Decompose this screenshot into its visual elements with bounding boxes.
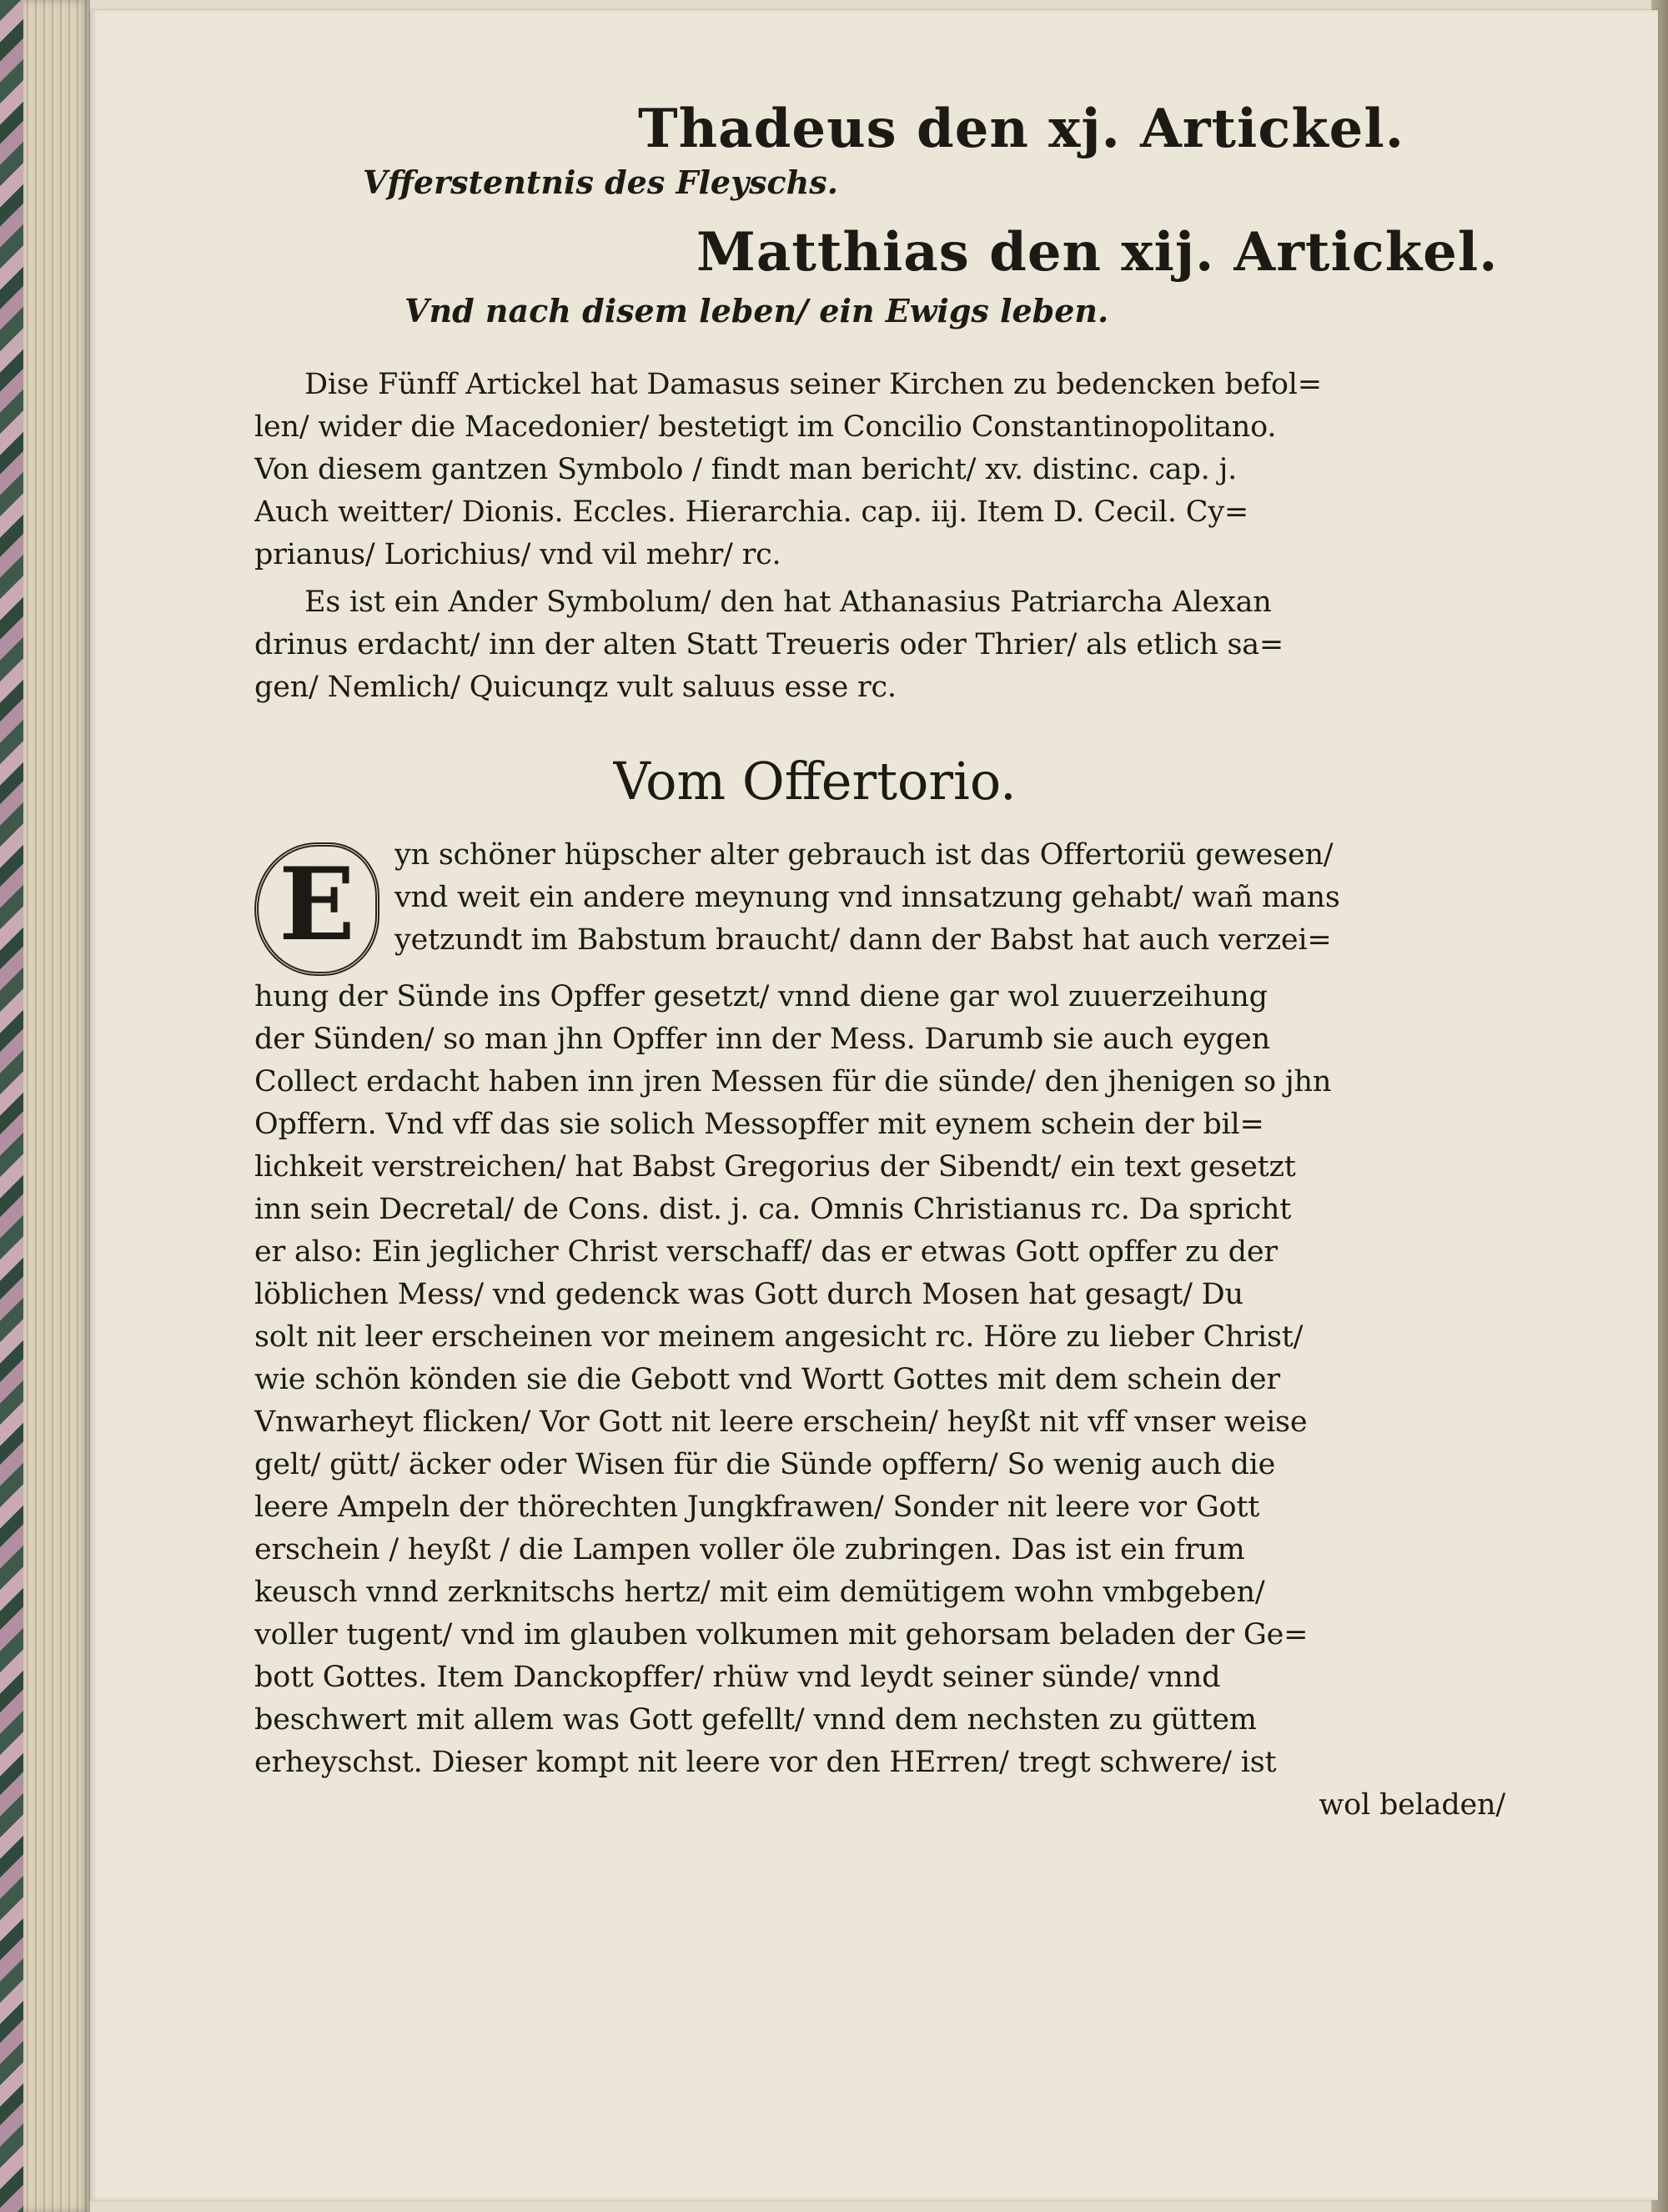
text-line: Von diesem gantzen Symbolo / findt man bericht/ xv. distinc. cap. j.: [254, 452, 1238, 486]
text-line: Vnwarheyt flicken/ Vor Gott nit leere erschein/ heyßt nit vff vnser weise: [254, 1405, 1308, 1440]
subheading-matthias: Vnd nach disem leben/ ein Ewigs leben.: [404, 292, 1109, 330]
text-line: wie schön könden sie die Gebott vnd Wortt Gottes mit dem schein der: [254, 1363, 1280, 1397]
page-text: [254, 100, 1530, 1827]
text-line: inn sein Decretal/ de Cons. dist. j. ca. Omnis Christianus rc. Da spricht: [254, 1193, 1292, 1227]
paragraph-2: [254, 581, 1530, 709]
text-line: löblichen Mess/ vnd gedenck was Gott durch Mosen hat gesagt/ Du: [254, 1278, 1243, 1312]
paragraph-3: [254, 834, 1530, 1784]
catchword: wol beladen/: [1319, 1788, 1505, 1822]
heading-thadeus: Thadeus den xj. Artickel.: [638, 100, 1404, 159]
text-line: Auch weitter/ Dionis. Eccles. Hierarchia. cap. iij. Item D. Cecil. Cy=: [254, 495, 1249, 529]
text-line: keusch vnnd zerknitschs hertz/ mit eim demütigem wohn vmbgeben/: [254, 1576, 1265, 1610]
text-line: solt nit leer erscheinen vor meinem angesicht rc. Höre zu lieber Christ/: [254, 1320, 1304, 1355]
text-line: Opffern. Vnd vff das sie solich Messopffer mit eynem schein der bil=: [254, 1108, 1264, 1142]
drop-cap: E: [254, 842, 379, 976]
text-line: vnd weit ein andere meynung vnd innsatzung gehabt/ wañ mans: [394, 881, 1340, 915]
text-line: voller tugent/ vnd im glauben volkumen mit gehorsam beladen der Ge=: [254, 1618, 1309, 1652]
text-line: Collect erdacht haben inn jren Messen für die sünde/ den jhenigen so jhn: [254, 1065, 1332, 1099]
text-line: leere Ampeln der thörechten Jungkfrawen/ Sonder nit leere vor Gott: [254, 1491, 1260, 1525]
text-line: Dise Fünff Artickel hat Damasus seiner Kirchen zu bedencken befol=: [304, 367, 1322, 401]
text-line: yetzundt im Babstum braucht/ dann der Babst hat auch verzei=: [394, 923, 1332, 958]
text-line: prianus/ Lorichius/ vnd vil mehr/ rc.: [254, 537, 781, 571]
text-line: yn schöner hüpscher alter gebrauch ist das Offertoriü gewesen/: [394, 838, 1334, 872]
section-title: Vom Offertorio.: [613, 750, 1017, 812]
page-edges: [23, 0, 90, 2212]
text-line: drinus erdacht/ inn der alten Statt Treueris oder Thrier/ als etlich sa=: [254, 627, 1284, 661]
text-line: erheyschst. Dieser kompt nit leere vor den HErren/ tregt schwere/ ist: [254, 1746, 1277, 1780]
book-binding: [0, 0, 23, 2212]
text-line: Es ist ein Ander Symbolum/ den hat Athanasius Patriarcha Alexan: [304, 585, 1272, 619]
text-line: gelt/ gütt/ äcker oder Wisen für die Sünde opffern/ So wenig auch die: [254, 1448, 1276, 1482]
text-line: erschein / heyßt / die Lampen voller öle zubringen. Das ist ein frum: [254, 1533, 1245, 1567]
text-line: bott Gottes. Item Danckopffer/ rhüw vnd leydt seiner sünde/ vnnd: [254, 1661, 1221, 1695]
text-line: hung der Sünde ins Opffer gesetzt/ vnnd diene gar wol zuuerzeihung: [254, 980, 1268, 1014]
text-line: gen/ Nemlich/ Quicunqz vult saluus esse rc.: [254, 670, 897, 704]
text-line: lichkeit verstreichen/ hat Babst Gregorius der Sibendt/ ein text gesetzt: [254, 1150, 1296, 1184]
heading-matthias: Matthias den xij. Artickel.: [696, 223, 1499, 283]
paragraph-1: [254, 364, 1530, 576]
text-line: beschwert mit allem was Gott gefellt/ vnnd dem nechsten zu güttem: [254, 1703, 1257, 1737]
text-line: len/ wider die Macedonier/ bestetigt im Concilio Constantinopolitano.: [254, 410, 1277, 444]
text-line: er also: Ein jeglicher Christ verschaff/ das er etwas Gott opffer zu der: [254, 1235, 1278, 1269]
subheading-thadeus: Vfferstentnis des Fleyschs.: [363, 163, 838, 202]
text-line: der Sünden/ so man jhn Opffer inn der Mess. Darumb sie auch eygen: [254, 1023, 1270, 1057]
